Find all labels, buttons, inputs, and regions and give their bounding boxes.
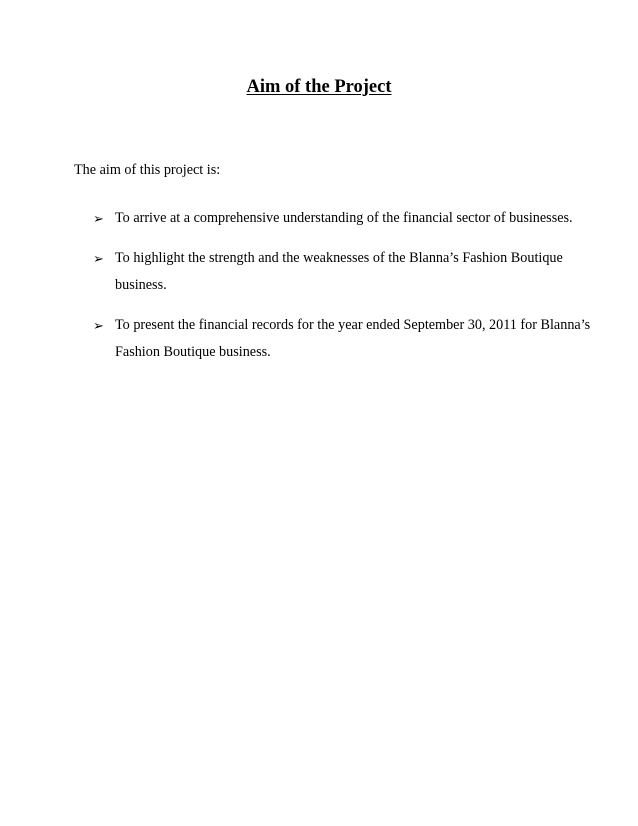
list-item bbox=[93, 245, 593, 299]
list-item bbox=[93, 205, 593, 232]
list-item-text: To highlight the strength and the weaknesses of the Blanna’s Fashion Boutique business. bbox=[115, 250, 563, 293]
page-title: Aim of the Project bbox=[246, 77, 392, 97]
intro-text: The aim of this project is: bbox=[74, 162, 221, 178]
list-item-text: To arrive at a comprehensive understanding of the financial sector of businesses. bbox=[115, 210, 573, 226]
list-item-text: To present the financial records for the year ended September 30, 2011 for Blanna’s Fashion Boutique business. bbox=[115, 317, 591, 360]
arrowhead-bullet-icon: ➢ bbox=[93, 211, 104, 226]
list-item bbox=[93, 312, 593, 366]
aim-bullet-list bbox=[93, 205, 593, 379]
arrowhead-bullet-icon: ➢ bbox=[93, 318, 104, 333]
arrowhead-bullet-icon: ➢ bbox=[93, 251, 104, 266]
